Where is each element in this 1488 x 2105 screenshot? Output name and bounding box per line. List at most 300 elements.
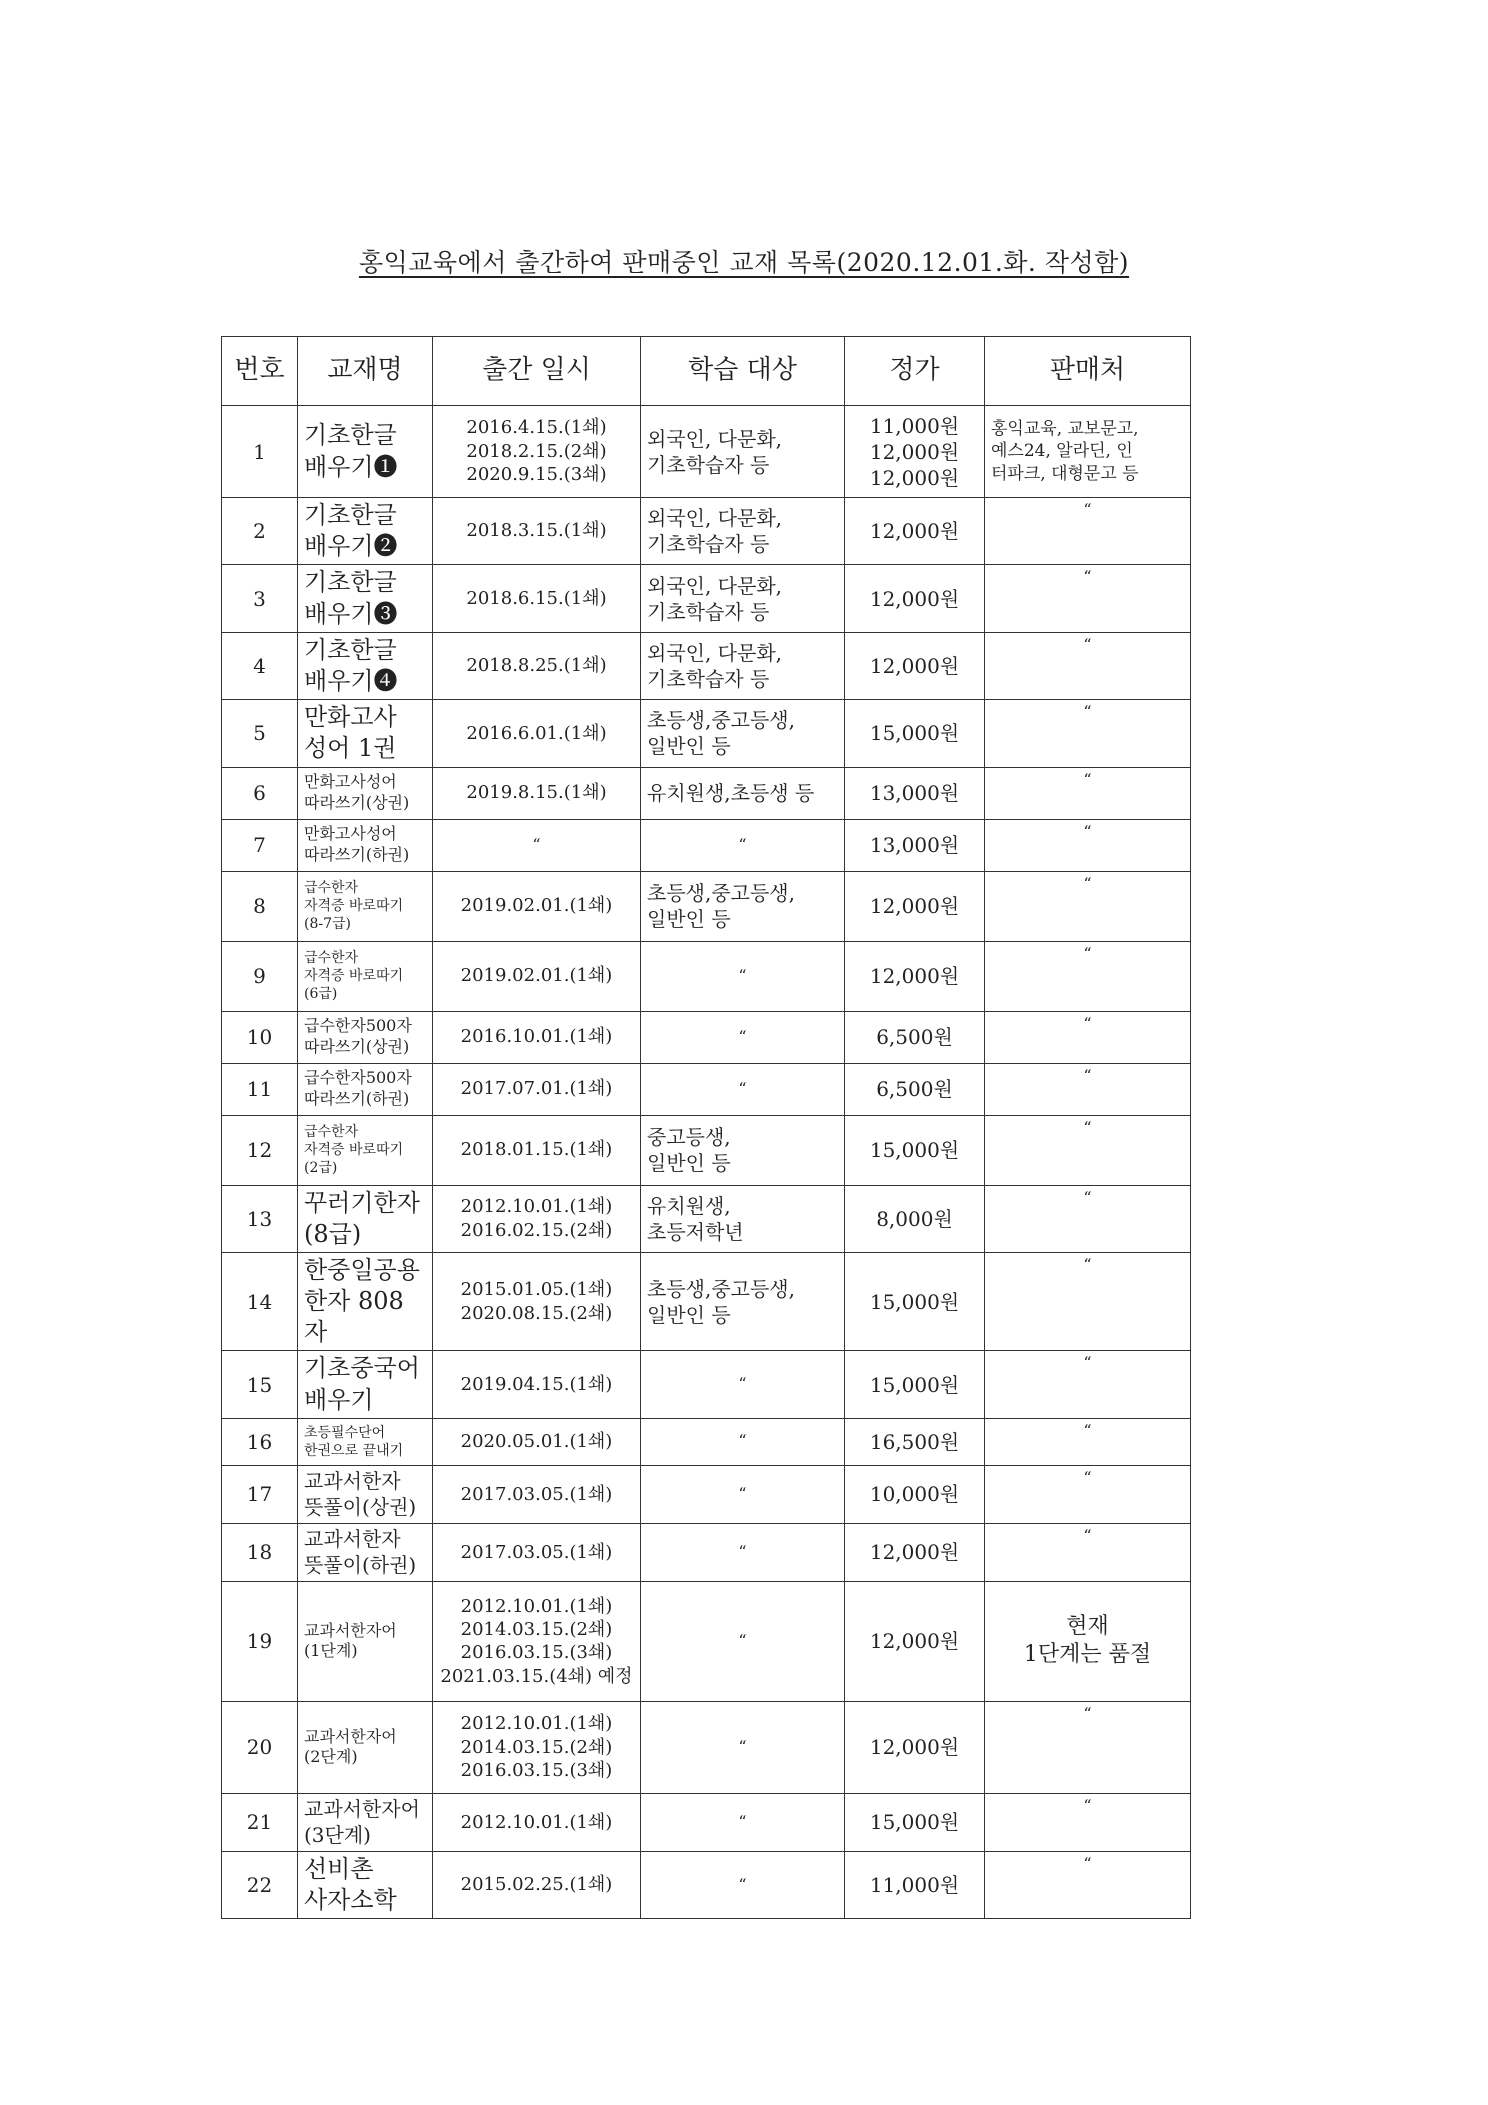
seller: [985, 1793, 1191, 1851]
price: [845, 1465, 985, 1523]
book-title-line: 급수한자: [304, 949, 359, 966]
target-audience-line: “: [738, 1736, 747, 1756]
book-title-line: 자격증 바로따기: [304, 897, 404, 914]
target-audience-line: 초등생,중고등생,: [647, 881, 795, 905]
price: [845, 700, 985, 767]
row-number: 20: [222, 1701, 298, 1793]
target-audience-line: 기초학습자 등: [647, 599, 770, 624]
target-audience-line: 외국인, 다문화,: [647, 573, 782, 598]
row-number: 15: [222, 1351, 298, 1418]
publish-date-line: 2018.8.25.(1쇄): [466, 655, 607, 677]
publish-date: [433, 565, 641, 632]
book-title: [298, 632, 433, 699]
publish-date-line: 2019.8.15.(1쇄): [466, 782, 607, 804]
publish-date-line: 2016.03.15.(3쇄): [460, 1642, 613, 1664]
price: [845, 1851, 985, 1918]
price-line: 15,000원: [869, 721, 960, 746]
row-number: 5: [222, 700, 298, 767]
publish-date-line: 2016.4.15.(1쇄): [466, 417, 607, 439]
seller-line: 현재: [1066, 1613, 1109, 1639]
book-title: [298, 1011, 433, 1063]
publish-date-line: 2018.6.15.(1쇄): [466, 587, 607, 609]
seller: [985, 565, 1191, 632]
book-title-line: 성어 1권: [304, 734, 397, 763]
seller: [985, 1418, 1191, 1465]
publish-date: [433, 632, 641, 699]
target-audience-line: 유치원생,: [647, 1193, 731, 1218]
target-audience: [641, 1063, 845, 1115]
seller-line: “: [1083, 1525, 1092, 1545]
seller: [985, 1252, 1191, 1351]
publish-date: [433, 700, 641, 767]
seller-line: 1단계는 품절: [1023, 1642, 1152, 1668]
table-body: [222, 406, 1191, 1919]
row-number: 12: [222, 1115, 298, 1185]
publish-date: [433, 819, 641, 871]
publish-date-line: 2019.04.15.(1쇄): [460, 1373, 613, 1395]
publish-date: [433, 871, 641, 941]
publish-date: [433, 1523, 641, 1581]
table-row: [222, 1011, 1191, 1063]
book-title-line: 뜻풀이(상권): [304, 1495, 417, 1520]
table-row: [222, 871, 1191, 941]
publish-date: [433, 406, 641, 498]
book-title-line: 교과서한자: [304, 1469, 401, 1494]
seller-line: “: [1083, 1254, 1092, 1274]
price-line: 13,000원: [869, 833, 960, 857]
publish-date: [433, 1011, 641, 1063]
seller: [985, 941, 1191, 1011]
target-audience: [641, 406, 845, 498]
seller: [985, 1701, 1191, 1793]
target-audience-line: “: [738, 965, 747, 985]
book-title-line: 초등필수단어: [304, 1424, 386, 1441]
target-audience: [641, 1185, 845, 1252]
book-title-line: 따라쓰기(상권): [304, 793, 410, 812]
target-audience-line: “: [738, 834, 747, 854]
publish-date-line: 2018.2.15.(2쇄): [466, 440, 607, 462]
table-row: [222, 941, 1191, 1011]
price-line: 12,000원: [869, 894, 960, 918]
publish-date: [433, 1185, 641, 1252]
book-title: [298, 1418, 433, 1465]
seller-line: “: [1083, 769, 1092, 789]
price: [845, 565, 985, 632]
target-audience: [641, 1701, 845, 1793]
table-row: [222, 406, 1191, 498]
seller: [985, 767, 1191, 819]
publish-date-line: 2012.10.01.(1쇄): [460, 1595, 613, 1617]
publish-date-line: 2014.03.15.(2쇄): [460, 1736, 613, 1758]
row-number: 10: [222, 1011, 298, 1063]
publish-date-line: 2012.10.01.(1쇄): [460, 1713, 613, 1735]
price: [845, 1011, 985, 1063]
book-title: [298, 767, 433, 819]
book-title-line: 급수한자500자: [304, 1068, 412, 1088]
price-line: 12,000원: [869, 964, 960, 988]
book-title-line: (6급): [304, 986, 338, 1003]
book-title-line: (2급): [304, 1160, 338, 1177]
publish-date-line: 2020.05.01.(1쇄): [460, 1431, 613, 1453]
publish-date-line: 2016.6.01.(1쇄): [466, 722, 607, 744]
publish-date: [433, 498, 641, 565]
book-title-line: 급수한자: [304, 1123, 359, 1140]
target-audience-line: “: [738, 1026, 747, 1046]
seller: [985, 1581, 1191, 1701]
seller-line: 예스24, 알라딘, 인: [991, 441, 1133, 462]
row-number: 16: [222, 1418, 298, 1465]
price-line: 12,000원: [869, 439, 960, 464]
seller-line: “: [1083, 1420, 1092, 1440]
book-title: [298, 941, 433, 1011]
price-line: 15,000원: [869, 1138, 960, 1162]
table-row: [222, 1581, 1191, 1701]
target-audience-line: “: [738, 1431, 747, 1451]
seller: [985, 1523, 1191, 1581]
header-no: 번호: [222, 337, 298, 406]
seller: [985, 498, 1191, 565]
book-title-line: 자격증 바로따기: [304, 967, 404, 984]
row-number: 9: [222, 941, 298, 1011]
table-row: [222, 1418, 1191, 1465]
book-title: [298, 1523, 433, 1581]
target-audience: [641, 565, 845, 632]
book-title-line: 교과서한자어: [304, 1620, 397, 1640]
publish-date-line: 2017.03.05.(1쇄): [460, 1483, 613, 1505]
price: [845, 767, 985, 819]
book-title-line: (1단계): [304, 1641, 358, 1661]
row-number: 6: [222, 767, 298, 819]
publish-date: [433, 1701, 641, 1793]
book-title: [298, 1701, 433, 1793]
target-audience: [641, 632, 845, 699]
target-audience-line: 기초학습자 등: [647, 532, 770, 557]
target-audience-line: 기초학습자 등: [647, 452, 770, 477]
book-title-line: 따라쓰기(하권): [304, 1089, 410, 1108]
book-title-line: 급수한자500자: [304, 1016, 412, 1036]
seller: [985, 1185, 1191, 1252]
seller: [985, 1063, 1191, 1115]
book-title-line: 한자 808자: [304, 1287, 404, 1347]
price: [845, 1418, 985, 1465]
publish-date: [433, 767, 641, 819]
book-title-line: 만화고사성어: [304, 772, 397, 792]
target-audience: [641, 1252, 845, 1351]
target-audience: [641, 1523, 845, 1581]
publish-date-line: 2019.02.01.(1쇄): [460, 895, 613, 917]
target-audience-line: “: [738, 1078, 747, 1098]
book-title-line: 선비촌: [304, 1854, 374, 1883]
target-audience: [641, 1351, 845, 1418]
price: [845, 498, 985, 565]
publish-date: [433, 941, 641, 1011]
target-audience: [641, 1011, 845, 1063]
publish-date-line: 2020.08.15.(2쇄): [460, 1302, 613, 1324]
book-title-line: (3단계): [304, 1823, 371, 1848]
seller-line: 홍익교육, 교보문고,: [991, 419, 1139, 440]
seller-line: “: [1083, 1187, 1092, 1207]
book-title: [298, 1465, 433, 1523]
seller: [985, 819, 1191, 871]
row-number: 22: [222, 1851, 298, 1918]
book-title-line: 배우기❷: [304, 532, 398, 561]
table-row: [222, 1063, 1191, 1115]
target-audience: [641, 767, 845, 819]
target-audience-line: 초등생,중고등생,: [647, 708, 795, 733]
price-line: 12,000원: [869, 653, 960, 678]
table-row: [222, 700, 1191, 767]
book-title-line: 한중일공용: [304, 1255, 420, 1284]
table-row: [222, 1351, 1191, 1418]
publish-date: [433, 1115, 641, 1185]
seller-line: “: [1083, 1467, 1092, 1487]
seller-line: “: [1083, 1117, 1092, 1137]
price: [845, 1063, 985, 1115]
target-audience: [641, 1418, 845, 1465]
target-audience-line: 외국인, 다문화,: [647, 640, 782, 665]
book-title-line: 만화고사성어: [304, 824, 397, 844]
price-line: 12,000원: [869, 1735, 960, 1760]
row-number: 17: [222, 1465, 298, 1523]
book-title-line: 교과서한자어: [304, 1726, 397, 1746]
book-title-line: 기초한글: [304, 568, 397, 597]
target-audience-line: 유치원생,초등생 등: [647, 781, 815, 805]
seller-line: 터파크, 대형문고 등: [991, 463, 1139, 484]
seller-line: “: [1083, 500, 1092, 519]
target-audience-line: 초등생,중고등생,: [647, 1276, 795, 1301]
target-audience: [641, 1851, 845, 1918]
book-title: [298, 565, 433, 632]
target-audience: [641, 819, 845, 871]
row-number: 1: [222, 406, 298, 498]
seller-line: “: [1083, 1013, 1092, 1033]
book-title: [298, 406, 433, 498]
price-line: 12,000원: [869, 1629, 960, 1654]
price: [845, 1793, 985, 1851]
target-audience: [641, 1465, 845, 1523]
book-title: [298, 700, 433, 767]
price-line: 6,500원: [876, 1077, 953, 1101]
book-title: [298, 819, 433, 871]
book-title-line: 교과서한자어: [304, 1797, 420, 1822]
table-row: [222, 1185, 1191, 1252]
publish-date: [433, 1793, 641, 1851]
row-number: 21: [222, 1793, 298, 1851]
publish-date-line: 2012.10.01.(1쇄): [460, 1196, 613, 1218]
seller-line: “: [1083, 1065, 1092, 1085]
table-row: [222, 1851, 1191, 1918]
target-audience-line: 기초학습자 등: [647, 666, 770, 691]
table-row: [222, 819, 1191, 871]
book-title: [298, 1185, 433, 1252]
price-line: 11,000원: [869, 413, 960, 438]
seller: [985, 700, 1191, 767]
book-title-line: 뜻풀이(하권): [304, 1553, 417, 1578]
book-title-line: 꾸러기한자: [304, 1188, 420, 1217]
publish-date: [433, 1351, 641, 1418]
publish-date-line: 2018.3.15.(1쇄): [466, 520, 607, 542]
seller: [985, 632, 1191, 699]
publish-date: [433, 1418, 641, 1465]
target-audience-line: 중고등생,: [647, 1125, 731, 1149]
book-title: [298, 1581, 433, 1701]
seller-line: “: [1083, 634, 1092, 654]
price: [845, 1581, 985, 1701]
target-audience: [641, 700, 845, 767]
table-row: [222, 1701, 1191, 1793]
target-audience: [641, 1115, 845, 1185]
publish-date-line: “: [532, 834, 541, 854]
price-line: 12,000원: [869, 586, 960, 611]
publish-date: [433, 1851, 641, 1918]
table-row: [222, 1252, 1191, 1351]
target-audience: [641, 941, 845, 1011]
publish-date-line: 2019.02.01.(1쇄): [460, 965, 613, 987]
book-title-line: 배우기❶: [304, 452, 398, 481]
book-title-line: (8-7급): [304, 916, 351, 933]
table-row: [222, 1793, 1191, 1851]
row-number: 14: [222, 1252, 298, 1351]
book-title: [298, 1115, 433, 1185]
price: [845, 1701, 985, 1793]
book-title-line: 배우기❹: [304, 666, 398, 695]
row-number: 2: [222, 498, 298, 565]
target-audience-line: “: [738, 1374, 747, 1394]
book-title-line: 한권으로 끝내기: [304, 1442, 404, 1459]
row-number: 18: [222, 1523, 298, 1581]
price: [845, 1523, 985, 1581]
header-seller: 판매처: [985, 337, 1191, 406]
publish-date-line: 2016.10.01.(1쇄): [460, 1026, 613, 1048]
publish-date-line: 2020.9.15.(3쇄): [466, 464, 607, 486]
table-row: [222, 1115, 1191, 1185]
price-line: 8,000원: [876, 1206, 953, 1231]
seller: [985, 1851, 1191, 1918]
target-audience: [641, 1793, 845, 1851]
book-title-line: 자격증 바로따기: [304, 1141, 404, 1158]
seller-line: “: [1083, 702, 1092, 722]
publish-date: [433, 1063, 641, 1115]
table-row: [222, 1465, 1191, 1523]
price: [845, 406, 985, 498]
seller-line: “: [1083, 567, 1092, 587]
price: [845, 1115, 985, 1185]
table-header-row: [222, 337, 1191, 406]
book-title-line: 따라쓰기(상권): [304, 1037, 410, 1056]
price-line: 15,000원: [869, 1289, 960, 1314]
publish-date-line: 2018.01.15.(1쇄): [460, 1139, 613, 1161]
row-number: 7: [222, 819, 298, 871]
target-audience-line: 일반인 등: [647, 1151, 731, 1175]
book-title: [298, 1252, 433, 1351]
price: [845, 941, 985, 1011]
target-audience-line: 일반인 등: [647, 1302, 731, 1327]
book-title-line: 기초한글: [304, 501, 397, 529]
book-title: [298, 1351, 433, 1418]
publish-date-line: 2015.02.25.(1쇄): [460, 1874, 613, 1896]
target-audience-line: 초등저학년: [647, 1219, 744, 1244]
book-list-table: [221, 336, 1191, 1919]
target-audience: [641, 871, 845, 941]
seller-line: “: [1083, 943, 1092, 963]
price-line: 16,500원: [869, 1429, 960, 1454]
table-row: [222, 632, 1191, 699]
target-audience-line: 외국인, 다문화,: [647, 426, 782, 451]
book-title-line: 따라쓰기(하권): [304, 845, 410, 864]
price-line: 12,000원: [869, 1540, 960, 1565]
target-audience-line: “: [738, 1874, 747, 1894]
book-title-line: 배우기: [304, 1385, 374, 1414]
book-title-line: 기초중국어: [304, 1354, 420, 1383]
seller-line: “: [1083, 1795, 1092, 1815]
header-price: 정가: [845, 337, 985, 406]
seller: [985, 1465, 1191, 1523]
price: [845, 632, 985, 699]
book-title-line: 배우기❸: [304, 599, 398, 628]
publish-date: [433, 1581, 641, 1701]
price-line: 11,000원: [869, 1873, 960, 1897]
seller-line: “: [1083, 873, 1092, 893]
publish-date: [433, 1465, 641, 1523]
book-title-line: (8급): [304, 1219, 362, 1248]
target-audience-line: “: [738, 1541, 747, 1561]
book-title-line: 기초한글: [304, 421, 397, 450]
price-line: 13,000원: [869, 781, 960, 805]
seller: [985, 1351, 1191, 1418]
seller: [985, 1115, 1191, 1185]
price: [845, 1351, 985, 1418]
book-title-line: 기초한글: [304, 635, 397, 664]
book-title: [298, 1793, 433, 1851]
seller: [985, 1011, 1191, 1063]
book-title-line: 사자소학: [304, 1886, 397, 1914]
price: [845, 819, 985, 871]
publish-date-line: 2017.03.05.(1쇄): [460, 1541, 613, 1563]
book-title: [298, 498, 433, 565]
seller: [985, 406, 1191, 498]
header-target: 학습 대상: [641, 337, 845, 406]
price-line: 15,000원: [869, 1810, 960, 1835]
book-title-line: 교과서한자: [304, 1527, 401, 1552]
price-line: 10,000원: [869, 1482, 960, 1507]
row-number: 4: [222, 632, 298, 699]
table-row: [222, 767, 1191, 819]
target-audience-line: “: [738, 1630, 747, 1650]
target-audience: [641, 498, 845, 565]
publish-date-line: 2012.10.01.(1쇄): [460, 1811, 613, 1833]
table-row: [222, 1523, 1191, 1581]
publish-date-line: 2016.02.15.(2쇄): [460, 1219, 613, 1241]
price-line: 6,500원: [876, 1025, 953, 1049]
seller-line: “: [1083, 1853, 1092, 1873]
seller-line: “: [1083, 1703, 1092, 1723]
seller: [985, 871, 1191, 941]
header-title: 교재명: [298, 337, 433, 406]
row-number: 3: [222, 565, 298, 632]
price-line: 15,000원: [869, 1372, 960, 1397]
seller-line: “: [1083, 1353, 1092, 1373]
table-row: [222, 565, 1191, 632]
book-title: [298, 871, 433, 941]
header-date: 출간 일시: [433, 337, 641, 406]
price: [845, 871, 985, 941]
price-line: 12,000원: [869, 465, 960, 490]
publish-date-line: 2015.01.05.(1쇄): [460, 1279, 613, 1301]
book-title-line: 급수한자: [304, 879, 359, 896]
target-audience-line: 일반인 등: [647, 734, 731, 759]
price-line: 12,000원: [869, 519, 960, 544]
target-audience-line: “: [738, 1811, 747, 1831]
